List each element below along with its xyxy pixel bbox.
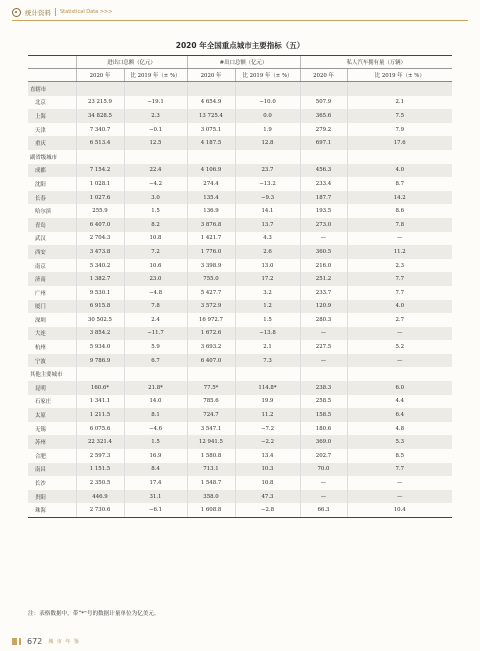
city-name: 青岛	[28, 218, 76, 232]
value-cell: −13.2	[235, 177, 300, 191]
value-cell: 3 693.2	[187, 340, 235, 354]
value-cell: 6.0	[347, 381, 452, 395]
city-name: 厦门	[28, 300, 76, 314]
city-name: 上海	[28, 109, 76, 123]
value-cell: 238.3	[300, 381, 347, 395]
table-row	[28, 408, 452, 422]
value-cell: 713.1	[187, 463, 235, 477]
value-cell: 2 597.3	[76, 449, 124, 463]
value-cell: 697.1	[300, 136, 347, 150]
empty-cell	[76, 367, 124, 381]
table-row	[28, 204, 452, 218]
value-cell: 4 187.5	[187, 136, 235, 150]
value-cell: 23.0	[124, 272, 187, 286]
value-cell: 22.4	[124, 164, 187, 178]
section-subtitle: Statistical Data >>>	[60, 9, 113, 15]
subheader-year: 2020 年	[187, 69, 235, 82]
value-cell: 2.3	[347, 259, 452, 273]
value-cell: 255.9	[76, 204, 124, 218]
value-cell: 1 211.5	[76, 408, 124, 422]
empty-cell	[235, 82, 300, 96]
city-name: 苏州	[28, 435, 76, 449]
value-cell: 23.7	[235, 164, 300, 178]
value-cell: 446.9	[76, 490, 124, 504]
empty-cell	[124, 367, 187, 381]
city-name: 宁波	[28, 354, 76, 368]
value-cell: 5.9	[124, 340, 187, 354]
value-cell: 6 915.8	[76, 300, 124, 314]
value-cell: −7.2	[235, 422, 300, 436]
value-cell: 13.4	[235, 449, 300, 463]
value-cell: −2.8	[235, 503, 300, 517]
value-cell: 8.1	[124, 408, 187, 422]
table-row	[28, 232, 452, 246]
corner-header	[28, 56, 76, 69]
table-row	[28, 435, 452, 449]
value-cell: 1.9	[235, 123, 300, 137]
value-cell: −9.3	[235, 191, 300, 205]
table-row	[28, 245, 452, 259]
value-cell: 19.9	[235, 395, 300, 409]
value-cell: 7 154.2	[76, 164, 124, 178]
value-cell: —	[300, 354, 347, 368]
city-name: 西安	[28, 245, 76, 259]
value-cell: 6.4	[347, 408, 452, 422]
value-cell: −4.2	[124, 177, 187, 191]
value-cell: −6.1	[124, 503, 187, 517]
value-cell: 7.8	[124, 300, 187, 314]
value-cell: −4.6	[124, 422, 187, 436]
value-cell: 5 427.7	[187, 286, 235, 300]
value-cell: 785.6	[187, 395, 235, 409]
city-name: 深圳	[28, 313, 76, 327]
value-cell: 13.7	[235, 218, 300, 232]
empty-cell	[187, 367, 235, 381]
footer-mark-icon	[19, 638, 21, 645]
value-cell: 8.2	[124, 218, 187, 232]
value-cell: 7.7	[347, 463, 452, 477]
group-row	[28, 150, 452, 164]
value-cell: 12.5	[124, 136, 187, 150]
value-cell: 7.7	[347, 272, 452, 286]
empty-cell	[124, 150, 187, 164]
value-cell: 17.2	[235, 272, 300, 286]
value-cell: 4.4	[347, 395, 452, 409]
value-cell: 5.2	[347, 340, 452, 354]
section-header	[12, 6, 112, 18]
value-cell: 1 608.8	[187, 503, 235, 517]
value-cell: 10.8	[124, 232, 187, 246]
value-cell: 1.2	[235, 300, 300, 314]
value-cell: 6 513.4	[76, 136, 124, 150]
table-row	[28, 476, 452, 490]
value-cell: —	[347, 232, 452, 246]
value-cell: 1.5	[235, 313, 300, 327]
empty-cell	[300, 367, 347, 381]
page-number: 672	[27, 637, 43, 646]
value-cell: 8.6	[347, 204, 452, 218]
value-cell: 7.7	[347, 286, 452, 300]
value-cell: 114.8*	[235, 381, 300, 395]
table-title: 2020 年全国重点城市主要指标（五）	[175, 41, 305, 50]
table-row	[28, 177, 452, 191]
value-cell: 2.6	[235, 245, 300, 259]
city-name: 长沙	[28, 476, 76, 490]
value-cell: 11.2	[347, 245, 452, 259]
city-name: 石家庄	[28, 395, 76, 409]
value-cell: 1 776.0	[187, 245, 235, 259]
city-name: 哈尔滨	[28, 204, 76, 218]
value-cell: 14.1	[235, 204, 300, 218]
value-cell: —	[300, 476, 347, 490]
value-cell: 3 473.8	[76, 245, 124, 259]
value-cell: 216.0	[300, 259, 347, 273]
value-cell: 6 407.0	[187, 354, 235, 368]
value-cell: 13 725.4	[187, 109, 235, 123]
empty-cell	[300, 150, 347, 164]
value-cell: 369.0	[300, 435, 347, 449]
header-export: #出口总额（亿元）	[187, 56, 300, 69]
value-cell: 8.4	[124, 463, 187, 477]
table-row	[28, 395, 452, 409]
value-cell: 1 341.1	[76, 395, 124, 409]
section-title: 统计资料	[25, 8, 51, 17]
value-cell: 4.0	[347, 300, 452, 314]
value-cell: 233.4	[300, 177, 347, 191]
value-cell: 4.0	[347, 164, 452, 178]
city-name: 合肥	[28, 449, 76, 463]
city-name: 武汉	[28, 232, 76, 246]
value-cell: 4.3	[235, 232, 300, 246]
value-cell: 3 572.9	[187, 300, 235, 314]
city-name: 济南	[28, 272, 76, 286]
city-name: 珠海	[28, 503, 76, 517]
value-cell: 14.0	[124, 395, 187, 409]
subheader-year: 2020 年	[300, 69, 347, 82]
value-cell: 3.2	[235, 286, 300, 300]
value-cell: 47.3	[235, 490, 300, 504]
header-divider	[55, 8, 56, 16]
value-cell: 280.3	[300, 313, 347, 327]
value-cell: 2 704.3	[76, 232, 124, 246]
value-cell: 6 407.0	[76, 218, 124, 232]
table-row	[28, 490, 452, 504]
empty-cell	[300, 82, 347, 96]
header-private-cars: 私人汽车拥有量（万辆）	[300, 56, 452, 69]
value-cell: 10.4	[347, 503, 452, 517]
value-cell: 11.2	[235, 408, 300, 422]
value-cell: 8.5	[347, 449, 452, 463]
empty-cell	[235, 367, 300, 381]
value-cell: 1 580.8	[187, 449, 235, 463]
value-cell: 23 215.9	[76, 96, 124, 110]
table-row	[28, 96, 452, 110]
footer-mark-icon	[12, 638, 17, 645]
value-cell: 12.8	[235, 136, 300, 150]
value-cell: 279.2	[300, 123, 347, 137]
empty-cell	[347, 367, 452, 381]
table-row	[28, 340, 452, 354]
value-cell: 1 382.7	[76, 272, 124, 286]
value-cell: 193.5	[300, 204, 347, 218]
footer-publication: 城 市 年 鉴	[48, 639, 81, 645]
table-row	[28, 463, 452, 477]
group-label: 直辖市	[28, 82, 76, 96]
table-row	[28, 422, 452, 436]
page-footer	[12, 637, 80, 646]
value-cell: —	[300, 327, 347, 341]
city-name: 贵阳	[28, 490, 76, 504]
value-cell: —	[300, 232, 347, 246]
table-row	[28, 272, 452, 286]
group-label: 副省级城市	[28, 150, 76, 164]
value-cell: 227.5	[300, 340, 347, 354]
value-cell: 4 654.9	[187, 96, 235, 110]
subheader-year: 2020 年	[76, 69, 124, 82]
value-cell: 4 106.9	[187, 164, 235, 178]
value-cell: 10.3	[235, 463, 300, 477]
table-body	[28, 82, 452, 518]
value-cell: 3 398.9	[187, 259, 235, 273]
city-name: 杭州	[28, 340, 76, 354]
city-name: 南京	[28, 259, 76, 273]
value-cell: 233.7	[300, 286, 347, 300]
table-row	[28, 381, 452, 395]
value-cell: 202.7	[300, 449, 347, 463]
table-row	[28, 354, 452, 368]
value-cell: −0.1	[124, 123, 187, 137]
value-cell: 3 547.1	[187, 422, 235, 436]
value-cell: 180.6	[300, 422, 347, 436]
city-name: 无锡	[28, 422, 76, 436]
table-row	[28, 327, 452, 341]
value-cell: 3 854.2	[76, 327, 124, 341]
value-cell: 31.1	[124, 490, 187, 504]
value-cell: 2.7	[347, 313, 452, 327]
table-row	[28, 191, 452, 205]
value-cell: 10.6	[124, 259, 187, 273]
value-cell: 160.6*	[76, 381, 124, 395]
value-cell: 12 941.5	[187, 435, 235, 449]
city-name: 广州	[28, 286, 76, 300]
city-name: 沈阳	[28, 177, 76, 191]
value-cell: 66.3	[300, 503, 347, 517]
value-cell: 1 151.5	[76, 463, 124, 477]
value-cell: 1.5	[124, 204, 187, 218]
value-cell: —	[347, 490, 452, 504]
value-cell: −13.8	[235, 327, 300, 341]
empty-cell	[235, 150, 300, 164]
value-cell: −2.2	[235, 435, 300, 449]
value-cell: 7 340.7	[76, 123, 124, 137]
table-row	[28, 109, 452, 123]
value-cell: 7.8	[347, 218, 452, 232]
value-cell: 1 421.7	[187, 232, 235, 246]
value-cell: 7.3	[235, 354, 300, 368]
table-row	[28, 286, 452, 300]
value-cell: 251.2	[300, 272, 347, 286]
value-cell: 17.4	[124, 476, 187, 490]
empty-cell	[187, 150, 235, 164]
value-cell: 360.5	[300, 245, 347, 259]
value-cell: 21.8*	[124, 381, 187, 395]
city-name: 大连	[28, 327, 76, 341]
value-cell: 1 027.6	[76, 191, 124, 205]
city-name: 北京	[28, 96, 76, 110]
value-cell: 358.0	[187, 490, 235, 504]
value-cell: 2.1	[235, 340, 300, 354]
circle-logo-icon	[12, 8, 21, 17]
value-cell: 10.8	[235, 476, 300, 490]
value-cell: 120.9	[300, 300, 347, 314]
empty-cell	[347, 150, 452, 164]
value-cell: 1 028.1	[76, 177, 124, 191]
city-name: 昆明	[28, 381, 76, 395]
subheader-blank	[28, 69, 76, 82]
value-cell: 135.4	[187, 191, 235, 205]
value-cell: 5 340.2	[76, 259, 124, 273]
value-cell: 1.5	[124, 435, 187, 449]
value-cell: 3 876.8	[187, 218, 235, 232]
city-name: 南昌	[28, 463, 76, 477]
table-row	[28, 300, 452, 314]
value-cell: 14.2	[347, 191, 452, 205]
data-table-container	[28, 55, 452, 518]
table-note: 注：表格数据中，带“*”号的数据计量单位为亿美元。	[28, 611, 160, 617]
value-cell: −4.8	[124, 286, 187, 300]
value-cell: 365.6	[300, 109, 347, 123]
table-row	[28, 164, 452, 178]
value-cell: 77.5*	[187, 381, 235, 395]
value-cell: 6.7	[124, 354, 187, 368]
subheader-change: 比 2019 年（± %）	[124, 69, 187, 82]
city-name: 天津	[28, 123, 76, 137]
value-cell: 17.6	[347, 136, 452, 150]
value-cell: 273.0	[300, 218, 347, 232]
value-cell: 507.9	[300, 96, 347, 110]
value-cell: 7.2	[124, 245, 187, 259]
value-cell: 34 828.5	[76, 109, 124, 123]
group-row	[28, 367, 452, 381]
empty-cell	[124, 82, 187, 96]
group-row	[28, 82, 452, 96]
value-cell: −10.0	[235, 96, 300, 110]
value-cell: 1 672.6	[187, 327, 235, 341]
value-cell: 2.3	[124, 109, 187, 123]
value-cell: 2 350.5	[76, 476, 124, 490]
value-cell: 8.7	[347, 177, 452, 191]
value-cell: 456.3	[300, 164, 347, 178]
city-indicators-table	[28, 55, 452, 518]
value-cell: 9 530.1	[76, 286, 124, 300]
empty-cell	[76, 150, 124, 164]
value-cell: 7.5	[347, 109, 452, 123]
value-cell: −11.7	[124, 327, 187, 341]
value-cell: 136.9	[187, 204, 235, 218]
table-row	[28, 259, 452, 273]
table-row	[28, 503, 452, 517]
header-rule	[12, 20, 468, 21]
value-cell: 2.4	[124, 313, 187, 327]
table-row	[28, 449, 452, 463]
value-cell: —	[347, 327, 452, 341]
value-cell: 0.0	[235, 109, 300, 123]
city-name: 重庆	[28, 136, 76, 150]
value-cell: —	[347, 476, 452, 490]
empty-cell	[187, 82, 235, 96]
table-row	[28, 218, 452, 232]
value-cell: —	[347, 354, 452, 368]
city-name: 太原	[28, 408, 76, 422]
value-cell: 13.0	[235, 259, 300, 273]
group-label: 其他主要城市	[28, 367, 76, 381]
value-cell: 16.9	[124, 449, 187, 463]
value-cell: −19.1	[124, 96, 187, 110]
table-row	[28, 136, 452, 150]
value-cell: 158.5	[300, 408, 347, 422]
value-cell: —	[300, 490, 347, 504]
value-cell: 9 786.9	[76, 354, 124, 368]
value-cell: 22 321.4	[76, 435, 124, 449]
value-cell: 16 972.7	[187, 313, 235, 327]
empty-cell	[76, 82, 124, 96]
value-cell: 2.1	[347, 96, 452, 110]
subheader-change: 比 2019 年（± %）	[347, 69, 452, 82]
city-name: 成都	[28, 164, 76, 178]
city-name: 长春	[28, 191, 76, 205]
empty-cell	[347, 82, 452, 96]
value-cell: 6 075.6	[76, 422, 124, 436]
value-cell: 3 075.1	[187, 123, 235, 137]
value-cell: 724.7	[187, 408, 235, 422]
table-row	[28, 123, 452, 137]
table-row	[28, 313, 452, 327]
value-cell: 5 934.0	[76, 340, 124, 354]
value-cell: 274.4	[187, 177, 235, 191]
value-cell: 3.0	[124, 191, 187, 205]
value-cell: 4.8	[347, 422, 452, 436]
value-cell: 1 548.7	[187, 476, 235, 490]
value-cell: 7.9	[347, 123, 452, 137]
value-cell: 30 502.5	[76, 313, 124, 327]
header-import-export: 进出口总额（亿元）	[76, 56, 187, 69]
value-cell: 755.0	[187, 272, 235, 286]
subheader-change: 比 2019 年（± %）	[235, 69, 300, 82]
value-cell: 258.5	[300, 395, 347, 409]
value-cell: 5.3	[347, 435, 452, 449]
value-cell: 187.7	[300, 191, 347, 205]
value-cell: 2 730.6	[76, 503, 124, 517]
value-cell: 70.0	[300, 463, 347, 477]
